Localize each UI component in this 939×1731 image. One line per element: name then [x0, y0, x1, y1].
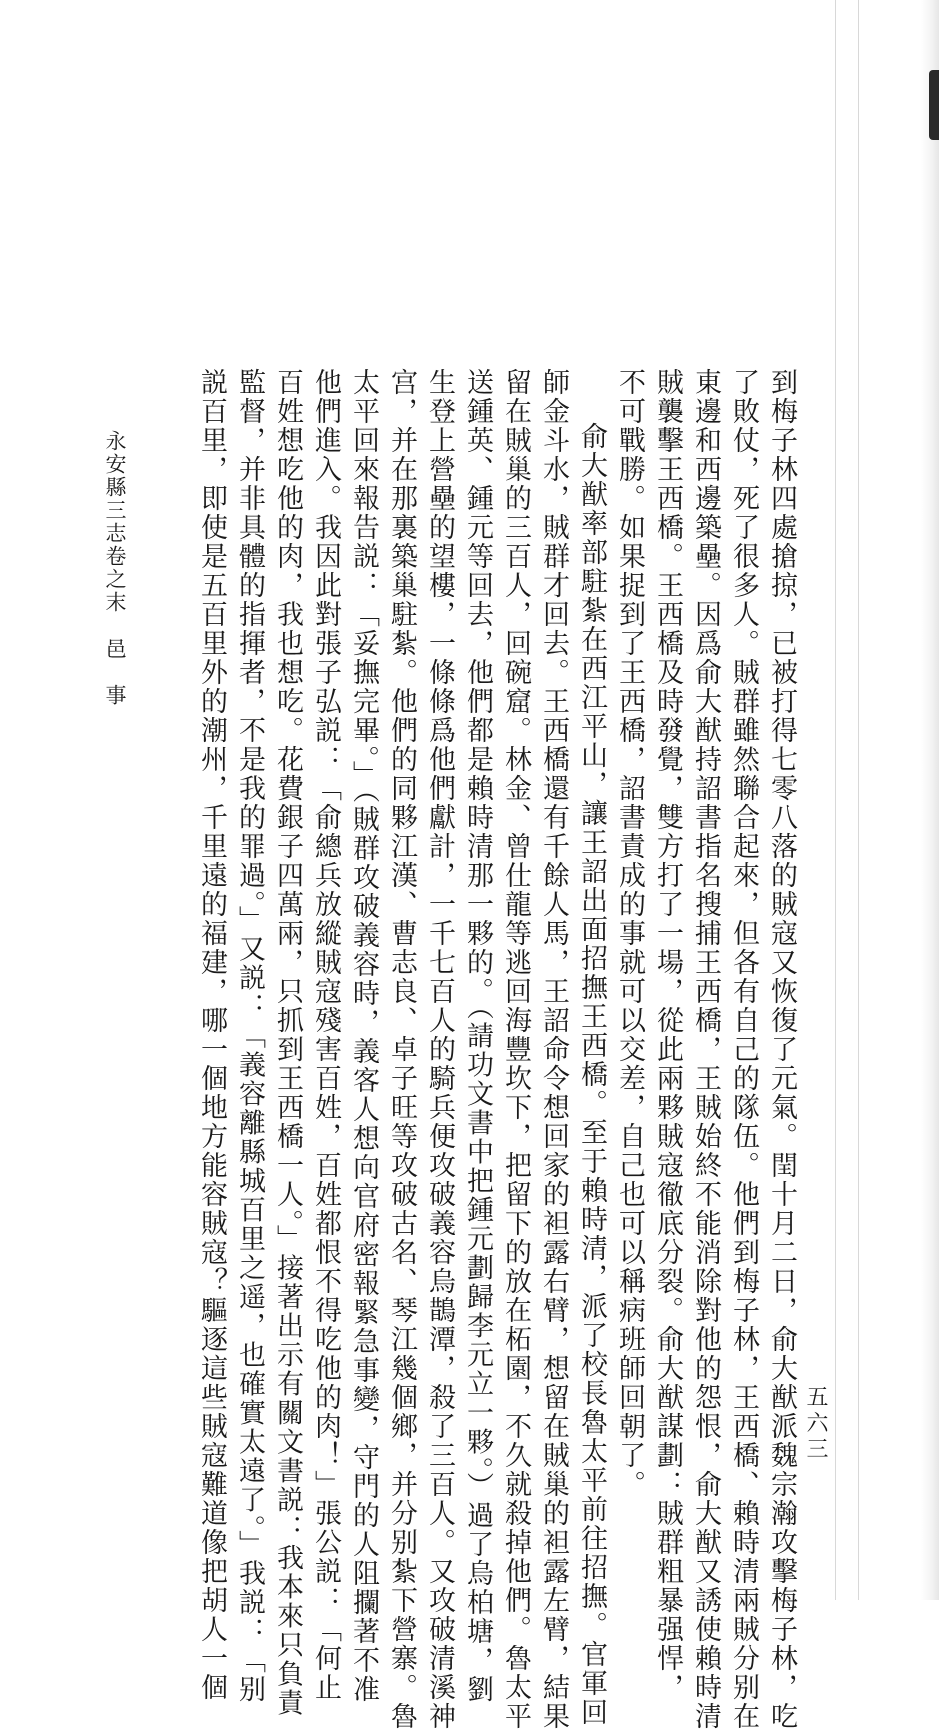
section-title: 邑 事 [103, 638, 127, 707]
text-line: 東邊和西邊築壘。因爲俞大猷持詔書指名搜捕王西橋，王賊始終不能消除對他的怨恨，俞大猷又誘使賴時清 [690, 368, 721, 1731]
running-head [100, 430, 130, 707]
paragraph [192, 368, 610, 1731]
text-line: 留在賊巢的三百人，回碗窟。林金、曾仕龍等逃回海豐坎下，把留下的放在柘園，不久就殺掉他們。魯太平 [500, 368, 531, 1731]
text-line: 不可戰勝。如果捉到了王西橋，詔書責成的事就可以交差，自己也可以稱病班師回朝了。 [614, 368, 645, 1499]
paragraph [610, 368, 800, 1731]
text-line: 説百里，即使是五百里外的潮州，千里遠的福建，哪一個地方能容賊寇？驅逐這些賊寇難道像把胡人一個 [196, 368, 227, 1702]
text-line: 師金斗水，賊群才回去。王西橋還有千餘人馬，王詔命令想回家的袒露右臂，想留在賊巢的袒露左臂，結果 [538, 368, 569, 1731]
text-line: 監督，并非具體的指揮者，不是我的罪過。」又説：「義容離縣城百里之遥，也確實太遠了。」我説：「别 [234, 368, 265, 1704]
page-frame-line-inner [835, 0, 836, 1600]
text-line: 到梅子林四處搶掠，已被打得七零八落的賊寇又恢復了元氣。閏十月二日，俞大猷派魏宗瀚攻擊梅子林，吃 [766, 368, 797, 1731]
text-line: 送鍾英、鍾元等回去，他們都是賴時清那一夥的。（請功文書中把鍾元劃歸李元立一夥。）過了烏柏塘，劉 [462, 368, 493, 1704]
text-line: 了敗仗，死了很多人。賊群雖然聯合起來，但各有自己的隊伍。他們到梅子林，王西橋、賴時清兩賊分别在 [728, 368, 759, 1731]
text-line: 俞大猷率部駐紮在西江平山，讓王詔出面招撫王西橋。至于賴時清，派了校長魯太平前往招撫。官軍回 [576, 422, 607, 1727]
scan-edge-mark [929, 70, 939, 140]
page-frame-line [858, 0, 859, 1600]
body-text [160, 368, 800, 1731]
text-line: 生登上營壘的望樓，一條條爲他們獻計，一千七百人的騎兵便攻破義容烏鵲潭，殺了三百人。又攻破清溪神 [424, 368, 455, 1731]
text-line: 百姓想吃他的肉，我也想吃。花費銀子四萬兩，只抓到王西橋一人。」接著出示有關文書説：我本來只負責 [272, 368, 303, 1718]
text-line: 太平回來報告説：「妥撫完畢。」（賊群攻破義容時，義客人想向官府密報緊急事變，守門的人阻攔著不准 [348, 368, 379, 1704]
text-line: 宫，并在那裏築巢駐紮。他們的同夥江漢、曹志良、卓子旺等攻破古名、琴江幾個鄉，并分别紮下營寨。魯 [386, 368, 417, 1731]
text-line: 他們進入。我因此對張子弘説：「俞總兵放縱賊寇殘害百姓，百姓都恨不得吃他的肉！」張公説：「何止 [310, 368, 341, 1702]
text-line: 賊襲擊王西橋。王西橋及時發覺，雙方打了一場，從此兩夥賊寇徹底分裂。俞大猷謀劃：賊群粗暴强悍， [652, 368, 683, 1702]
page-edge [921, 0, 939, 1600]
page-number: 五六三 [803, 1385, 828, 1463]
book-title: 永安縣三志卷之末 [103, 430, 127, 614]
